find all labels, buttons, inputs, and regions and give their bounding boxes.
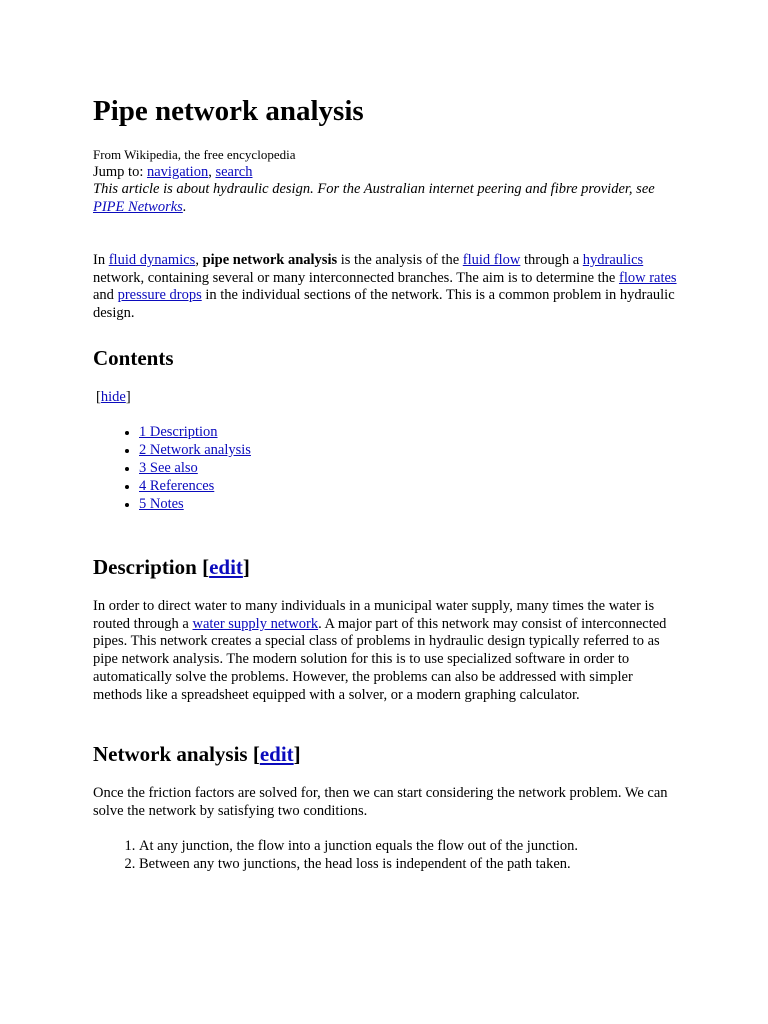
- intro-text: network, containing several or many interconnected branches. The aim is to determine the: [93, 269, 619, 286]
- jump-to-label: Jump to:: [93, 163, 147, 180]
- fluid-flow-link[interactable]: fluid flow: [462, 252, 521, 268]
- condition-item: 2. Between any two junctions, the head loss is independent of the path taken.: [139, 856, 578, 874]
- intro-text: ,: [195, 252, 203, 268]
- edit-bracket-open: [: [196, 555, 210, 579]
- jump-search-link[interactable]: search: [215, 163, 253, 180]
- water-supply-network-link[interactable]: water supply network: [192, 615, 319, 632]
- toc-item: [139, 424, 251, 442]
- toc-link-notes[interactable]: 5 Notes: [139, 495, 184, 512]
- hatnote-end: .: [182, 199, 187, 216]
- network-analysis-heading-text: Network analysis: [93, 742, 248, 766]
- network-analysis-edit-link[interactable]: edit: [259, 742, 294, 766]
- intro-text: through a: [520, 252, 583, 268]
- description-edit-link[interactable]: edit: [209, 555, 243, 579]
- toc-link-see-also[interactable]: 3 See also: [139, 459, 198, 476]
- contents-heading: Contents: [93, 346, 174, 370]
- hatnote-text: This article is about hydraulic design. For the Australian internet peering and fibre provider, see: [93, 181, 655, 198]
- pipe-networks-link[interactable]: PIPE Networks: [93, 199, 183, 216]
- description-text: . A major part of this network may consist of interconnected pipes. This network creates a special class of problems in hydraulic design typically referred to as pipe network analysis. The modern solution for this is to use specialized software in order to automatically solve the problems. However, the problems can also be addressed with simpler methods like a spreadsheet equipped with a solver, or a modern graphing calculator.: [93, 615, 667, 703]
- network-analysis-heading: [93, 741, 301, 767]
- edit-bracket-close: ]: [293, 742, 301, 766]
- toc-link-references[interactable]: 4 References: [139, 477, 215, 494]
- jump-separator: ,: [208, 163, 216, 180]
- toc-item: [139, 460, 251, 478]
- intro-text: and: [93, 287, 118, 304]
- condition-item: 1. At any junction, the flow into a junction equals the flow out of the junction.: [139, 838, 578, 856]
- flow-rates-link[interactable]: flow rates: [618, 269, 677, 286]
- fluid-dynamics-link[interactable]: fluid dynamics: [108, 252, 196, 268]
- toc-item: [139, 478, 251, 496]
- network-analysis-paragraph: Once the friction factors are solved for, then we can start considering the network problem. We can solve the network by satisfying two conditions.: [93, 785, 668, 819]
- intro-text: In: [93, 252, 109, 268]
- jump-to: [93, 164, 683, 182]
- intro-text: is the analysis of the: [337, 252, 463, 268]
- toc-link-description[interactable]: 1 Description: [139, 424, 218, 440]
- jump-navigation-link[interactable]: navigation: [146, 163, 209, 180]
- description-text: In order to direct water to many individuals in a municipal water supply, many times the water is routed through a: [93, 598, 655, 632]
- page-title: Pipe network analysis: [93, 95, 364, 127]
- hatnote: [93, 181, 683, 216]
- intro-text: in the individual sections of the network. This is a common problem in hydraulic design.: [93, 287, 675, 322]
- pressure-drops-link[interactable]: pressure drops: [117, 287, 202, 304]
- toc-item: [139, 496, 251, 514]
- article-meta: [93, 146, 683, 217]
- toc-toggle: [96, 389, 131, 407]
- toc-item: [139, 442, 251, 460]
- toc-link-network-analysis[interactable]: 2 Network analysis: [139, 441, 251, 458]
- toc-list: [93, 424, 251, 514]
- edit-bracket-open: [: [247, 742, 260, 766]
- description-heading: [93, 554, 250, 580]
- intro-bold-term: pipe network analysis: [202, 252, 338, 268]
- intro-paragraph: [93, 252, 683, 323]
- site-subtitle: From Wikipedia, the free encyclopedia: [93, 147, 296, 162]
- toc-bracket-close: ]: [125, 389, 131, 405]
- description-paragraph: [93, 598, 683, 704]
- hydraulics-link[interactable]: hydraulics: [582, 252, 644, 268]
- toc-bracket-open: [: [96, 389, 101, 405]
- conditions-list: [93, 838, 578, 873]
- description-heading-text: Description: [93, 555, 197, 579]
- toc-hide-link[interactable]: hide: [100, 389, 126, 405]
- edit-bracket-close: ]: [242, 555, 250, 579]
